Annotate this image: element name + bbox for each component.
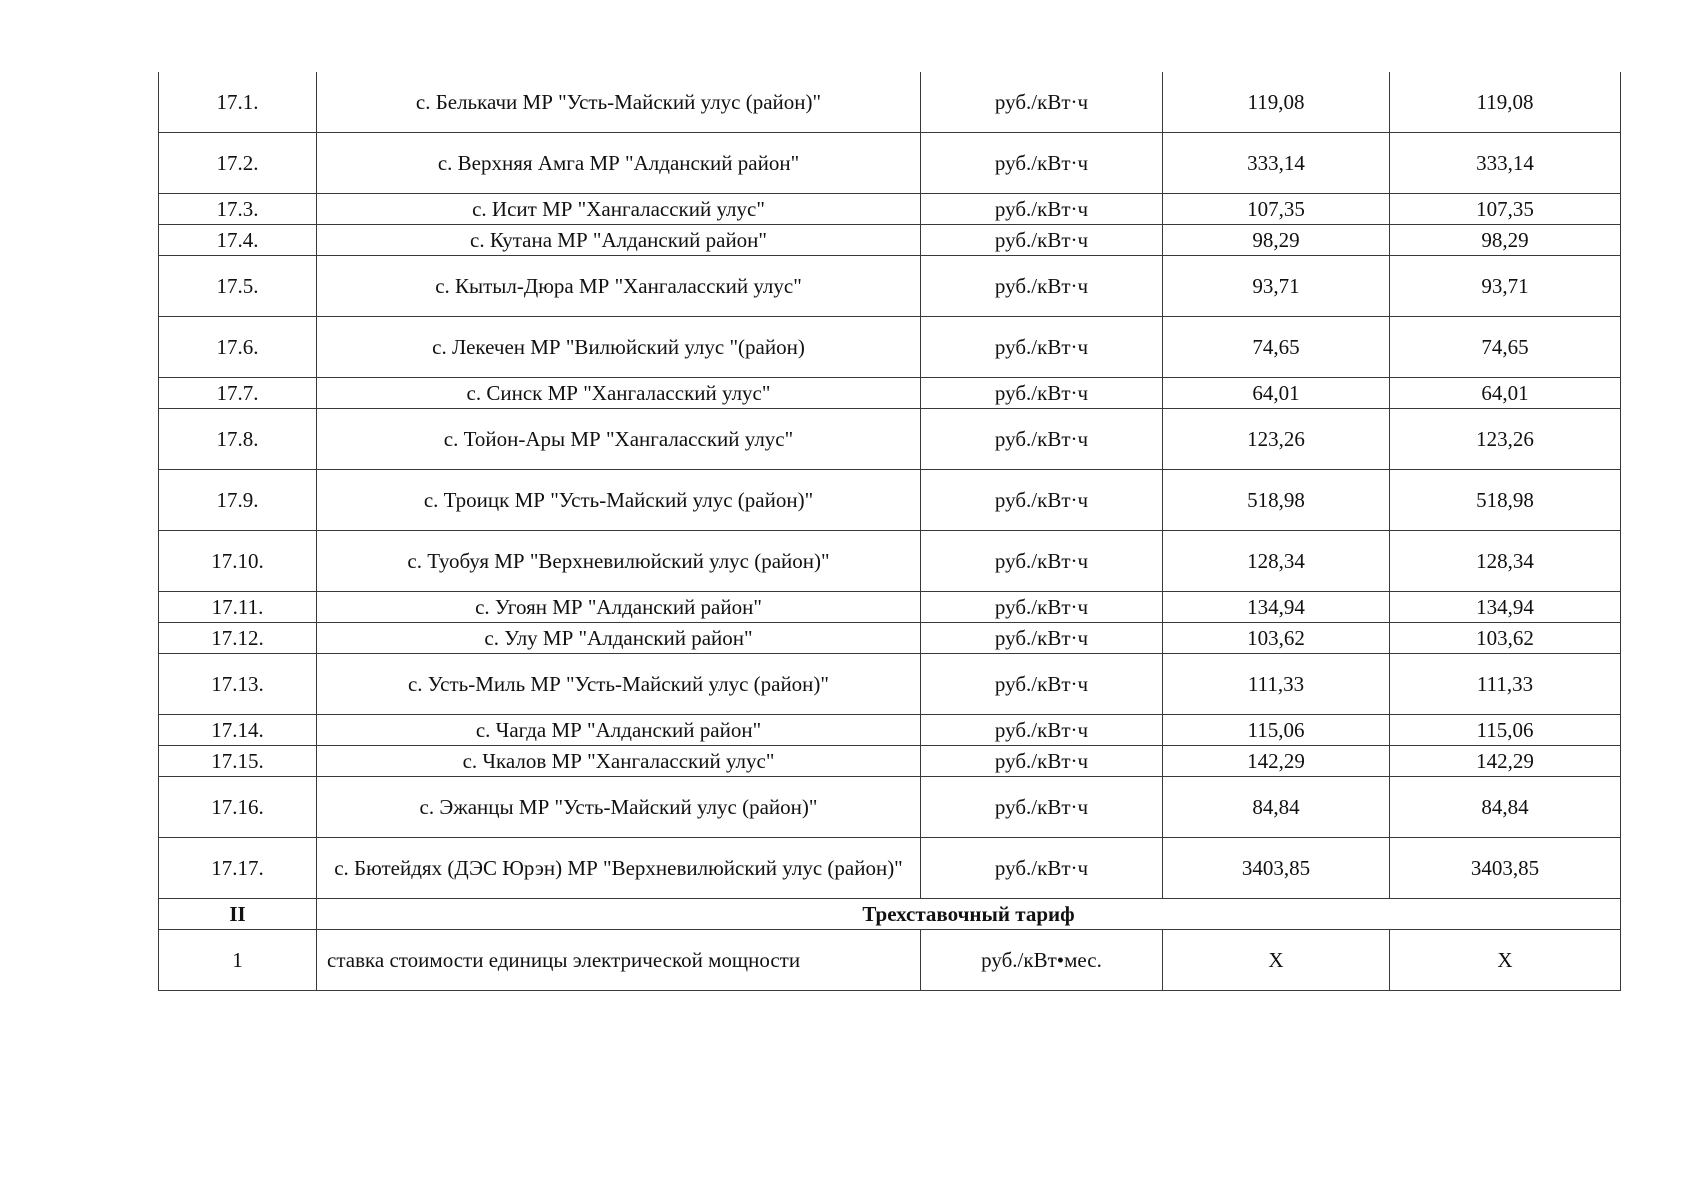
row-name: с. Верхняя Амга МР "Алданский район" bbox=[317, 133, 921, 194]
row-number: 17.14. bbox=[159, 715, 317, 746]
row-value-1: 123,26 bbox=[1163, 409, 1390, 470]
row-unit: руб./кВт·ч bbox=[921, 838, 1163, 899]
row-unit: руб./кВт·ч bbox=[921, 746, 1163, 777]
row-unit: руб./кВт·ч bbox=[921, 592, 1163, 623]
table-row bbox=[159, 746, 1621, 777]
row-name: с. Кытыл-Дюра МР "Хангаласский улус" bbox=[317, 256, 921, 317]
row-name: с. Тойон-Ары МР "Хангаласский улус" bbox=[317, 409, 921, 470]
table-row bbox=[159, 654, 1621, 715]
row-name: ставка стоимости единицы электрической мощности bbox=[317, 930, 921, 991]
table-row bbox=[159, 715, 1621, 746]
row-name: с. Синск МР "Хангаласский улус" bbox=[317, 378, 921, 409]
row-number: 17.9. bbox=[159, 470, 317, 531]
row-unit: руб./кВт·ч bbox=[921, 133, 1163, 194]
row-unit: руб./кВт·ч bbox=[921, 256, 1163, 317]
row-value-1: 128,34 bbox=[1163, 531, 1390, 592]
row-unit: руб./кВт·ч bbox=[921, 531, 1163, 592]
table-row bbox=[159, 470, 1621, 531]
row-value-1: 93,71 bbox=[1163, 256, 1390, 317]
row-value-2: 74,65 bbox=[1390, 317, 1621, 378]
row-unit: руб./кВт·ч bbox=[921, 623, 1163, 654]
row-value-1: 518,98 bbox=[1163, 470, 1390, 531]
row-value-1: 119,08 bbox=[1163, 72, 1390, 133]
row-name: с. Белькачи МР "Усть-Майский улус (район)" bbox=[317, 72, 921, 133]
table-row bbox=[159, 194, 1621, 225]
row-value-2: 518,98 bbox=[1390, 470, 1621, 531]
row-number: 17.10. bbox=[159, 531, 317, 592]
row-name: с. Лекечен МР "Вилюйский улус "(район) bbox=[317, 317, 921, 378]
row-value-2: 333,14 bbox=[1390, 133, 1621, 194]
row-value-2: 107,35 bbox=[1390, 194, 1621, 225]
row-value-2: 103,62 bbox=[1390, 623, 1621, 654]
row-number: 17.16. bbox=[159, 777, 317, 838]
row-number: 1 bbox=[159, 930, 317, 991]
row-name: с. Улу МР "Алданский район" bbox=[317, 623, 921, 654]
row-value-2: 84,84 bbox=[1390, 777, 1621, 838]
row-unit: руб./кВт·ч bbox=[921, 225, 1163, 256]
table-row bbox=[159, 256, 1621, 317]
row-name: с. Усть-Миль МР "Усть-Майский улус (район)" bbox=[317, 654, 921, 715]
table-row bbox=[159, 317, 1621, 378]
row-value-2: 128,34 bbox=[1390, 531, 1621, 592]
row-number: 17.3. bbox=[159, 194, 317, 225]
row-unit: руб./кВт·ч bbox=[921, 654, 1163, 715]
row-unit: руб./кВт·ч bbox=[921, 72, 1163, 133]
row-name: с. Эжанцы МР "Усть-Майский улус (район)" bbox=[317, 777, 921, 838]
row-name: с. Чкалов МР "Хангаласский улус" bbox=[317, 746, 921, 777]
row-value-2: 123,26 bbox=[1390, 409, 1621, 470]
table-row bbox=[159, 930, 1621, 991]
row-unit: руб./кВт·ч bbox=[921, 777, 1163, 838]
row-name: с. Угоян МР "Алданский район" bbox=[317, 592, 921, 623]
row-value-1: Х bbox=[1163, 930, 1390, 991]
row-value-1: 107,35 bbox=[1163, 194, 1390, 225]
tariff-table-body bbox=[159, 72, 1621, 991]
row-name: с. Чагда МР "Алданский район" bbox=[317, 715, 921, 746]
table-row bbox=[159, 777, 1621, 838]
row-name: с. Бютейдях (ДЭС Юрэн) МР "Верхневилюйский улус (район)" bbox=[317, 838, 921, 899]
row-number: 17.11. bbox=[159, 592, 317, 623]
section-title: Трехставочный тариф bbox=[317, 899, 1621, 930]
table-row bbox=[159, 133, 1621, 194]
table-row bbox=[159, 409, 1621, 470]
row-unit: руб./кВт·ч bbox=[921, 194, 1163, 225]
row-number: 17.7. bbox=[159, 378, 317, 409]
row-value-1: 74,65 bbox=[1163, 317, 1390, 378]
row-value-2: 111,33 bbox=[1390, 654, 1621, 715]
row-value-1: 142,29 bbox=[1163, 746, 1390, 777]
row-unit: руб./кВт·ч bbox=[921, 378, 1163, 409]
tariff-table bbox=[158, 72, 1621, 991]
row-value-1: 333,14 bbox=[1163, 133, 1390, 194]
row-value-1: 84,84 bbox=[1163, 777, 1390, 838]
row-name: с. Исит МР "Хангаласский улус" bbox=[317, 194, 921, 225]
row-number: 17.17. bbox=[159, 838, 317, 899]
table-row bbox=[159, 72, 1621, 133]
row-unit: руб./кВт·ч bbox=[921, 715, 1163, 746]
row-unit: руб./кВт·ч bbox=[921, 409, 1163, 470]
table-row bbox=[159, 225, 1621, 256]
row-unit: руб./кВт·ч bbox=[921, 317, 1163, 378]
table-row bbox=[159, 623, 1621, 654]
row-value-1: 134,94 bbox=[1163, 592, 1390, 623]
row-value-1: 64,01 bbox=[1163, 378, 1390, 409]
row-number: 17.4. bbox=[159, 225, 317, 256]
row-number: 17.13. bbox=[159, 654, 317, 715]
row-value-1: 3403,85 bbox=[1163, 838, 1390, 899]
row-number: 17.15. bbox=[159, 746, 317, 777]
row-value-2: 142,29 bbox=[1390, 746, 1621, 777]
row-number: 17.12. bbox=[159, 623, 317, 654]
row-value-2: 64,01 bbox=[1390, 378, 1621, 409]
row-name: с. Кутана МР "Алданский район" bbox=[317, 225, 921, 256]
row-value-1: 111,33 bbox=[1163, 654, 1390, 715]
row-value-2: 3403,85 bbox=[1390, 838, 1621, 899]
row-number: 17.1. bbox=[159, 72, 317, 133]
row-unit: руб./кВт·ч bbox=[921, 470, 1163, 531]
row-value-1: 115,06 bbox=[1163, 715, 1390, 746]
row-number: 17.5. bbox=[159, 256, 317, 317]
table-row bbox=[159, 378, 1621, 409]
row-number: 17.6. bbox=[159, 317, 317, 378]
row-value-2: 119,08 bbox=[1390, 72, 1621, 133]
section-row bbox=[159, 899, 1621, 930]
table-row bbox=[159, 592, 1621, 623]
row-value-1: 103,62 bbox=[1163, 623, 1390, 654]
row-number: 17.8. bbox=[159, 409, 317, 470]
row-value-2: 134,94 bbox=[1390, 592, 1621, 623]
table-row bbox=[159, 531, 1621, 592]
row-number: 17.2. bbox=[159, 133, 317, 194]
row-value-2: 98,29 bbox=[1390, 225, 1621, 256]
table-row bbox=[159, 838, 1621, 899]
row-value-2: 115,06 bbox=[1390, 715, 1621, 746]
row-name: с. Троицк МР "Усть-Майский улус (район)" bbox=[317, 470, 921, 531]
row-value-2: Х bbox=[1390, 930, 1621, 991]
row-name: с. Туобуя МР "Верхневилюйский улус (район)" bbox=[317, 531, 921, 592]
row-value-2: 93,71 bbox=[1390, 256, 1621, 317]
section-number: II bbox=[159, 899, 317, 930]
row-unit: руб./кВт•мес. bbox=[921, 930, 1163, 991]
row-value-1: 98,29 bbox=[1163, 225, 1390, 256]
